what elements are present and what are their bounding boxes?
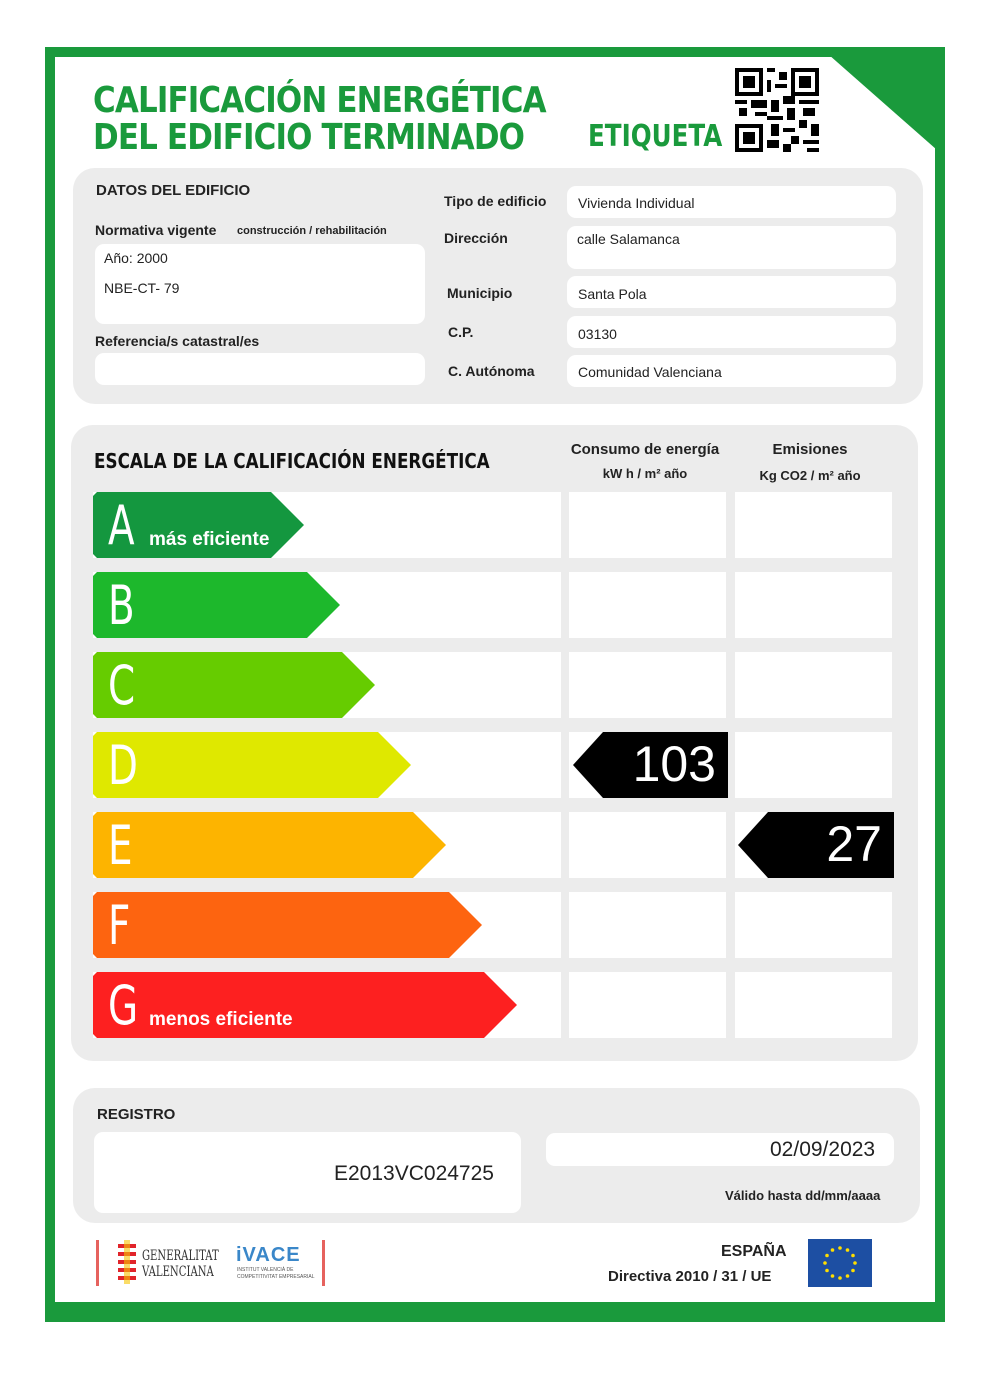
consumo-value: 103 — [632, 736, 716, 792]
class-letter-b: B — [108, 574, 135, 637]
consumo-unit: kW h / m² año — [602, 466, 688, 481]
emisiones-cell — [735, 892, 892, 958]
class-letter-d: D — [108, 734, 138, 797]
consumo-cell — [569, 572, 726, 638]
consumo-cell — [569, 492, 726, 558]
tipo-value: Vivienda Individual — [578, 195, 695, 211]
class-letter-g: G — [108, 974, 139, 1037]
eu-star-icon — [831, 1248, 835, 1252]
valid-label: Válido hasta dd/mm/aaaa — [725, 1188, 881, 1203]
registro-title: REGISTRO — [97, 1106, 176, 1123]
municipio-value: Santa Pola — [578, 286, 647, 302]
emisiones-unit: Kg CO2 / m² año — [759, 468, 861, 483]
emisiones-cell — [735, 732, 892, 798]
ivace-logo: iVACE — [236, 1244, 301, 1266]
class-letter-e: E — [108, 814, 133, 877]
direccion-label: Dirección — [444, 230, 508, 246]
normativa-sub: construcción / rehabilitación — [237, 225, 387, 237]
eu-star-icon — [851, 1254, 855, 1258]
eu-star-icon — [825, 1269, 829, 1273]
catastral-label: Referencia/s catastral/es — [95, 333, 260, 349]
footer-right-divider — [322, 1240, 325, 1286]
footer-left-divider — [96, 1240, 99, 1286]
class-arrow-f — [93, 892, 482, 958]
generalitat-line2: VALENCIANA — [142, 1264, 214, 1280]
tipo-label: Tipo de edificio — [444, 193, 547, 209]
ivace-sub1: INSTITUT VALENCIÀ DE — [237, 1267, 294, 1273]
registro-date: 02/09/2023 — [770, 1138, 876, 1161]
emisiones-cell — [735, 572, 892, 638]
ivace-sub2: COMPETITIVITAT EMPRESARIAL — [237, 1274, 315, 1280]
class-letter-a: A — [108, 494, 135, 557]
class-note-g: menos eficiente — [149, 1009, 293, 1030]
ca-value: Comunidad Valenciana — [578, 364, 722, 380]
cp-label: C.P. — [448, 324, 474, 340]
eu-star-icon — [823, 1261, 827, 1265]
class-arrow-e — [93, 812, 446, 878]
consumo-cell — [569, 972, 726, 1038]
eu-star-icon — [838, 1246, 842, 1250]
year-value: Año: 2000 — [104, 250, 168, 266]
emisiones-cell — [735, 972, 892, 1038]
class-arrow-d — [93, 732, 411, 798]
qr-code-icon — [735, 68, 819, 152]
consumo-cell — [569, 652, 726, 718]
eu-star-icon — [846, 1274, 850, 1278]
emisiones-cell — [735, 652, 892, 718]
cp-value: 03130 — [578, 326, 617, 342]
emisiones-label: Emisiones — [772, 441, 848, 458]
generalitat-logo-icon — [115, 1240, 139, 1286]
directive-label: Directiva 2010 / 31 / UE — [608, 1268, 772, 1285]
class-arrow-c — [93, 652, 375, 718]
scale-title: ESCALA DE LA CALIFICACIÓN ENERGÉTICA — [94, 449, 490, 473]
direccion-value: calle Salamanca — [577, 231, 680, 247]
corner-triangle — [820, 47, 945, 157]
etiqueta-label: ETIQUETA — [588, 119, 723, 154]
title-line1: CALIFICACIÓN ENERGÉTICA — [93, 80, 546, 121]
ca-label: C. Autónoma — [448, 363, 535, 379]
municipio-label: Municipio — [447, 285, 513, 301]
emisiones-cell — [735, 492, 892, 558]
consumo-cell — [569, 812, 726, 878]
norm-value: NBE-CT- 79 — [104, 280, 180, 296]
consumo-label: Consumo de energía — [570, 441, 720, 458]
eu-flag-icon — [808, 1239, 872, 1287]
eu-star-icon — [846, 1248, 850, 1252]
normativa-label: Normativa vigente — [95, 222, 217, 238]
eu-star-icon — [838, 1276, 842, 1280]
class-letter-c: C — [108, 654, 136, 717]
building-section-title: DATOS DEL EDIFICIO — [96, 182, 251, 199]
eu-star-icon — [853, 1261, 857, 1265]
country-label: ESPAÑA — [721, 1243, 787, 1260]
eu-star-icon — [825, 1254, 829, 1258]
class-note-a: más eficiente — [149, 529, 270, 550]
class-letter-f: F — [108, 894, 131, 957]
consumo-cell — [569, 892, 726, 958]
title-line2: DEL EDIFICIO TERMINADO — [93, 117, 525, 158]
catastral-field — [95, 353, 425, 385]
registro-number: E2013VC024725 — [334, 1162, 494, 1185]
eu-star-icon — [851, 1269, 855, 1273]
emisiones-value: 27 — [826, 816, 882, 872]
eu-star-icon — [831, 1274, 835, 1278]
generalitat-line1: GENERALITAT — [142, 1248, 219, 1264]
